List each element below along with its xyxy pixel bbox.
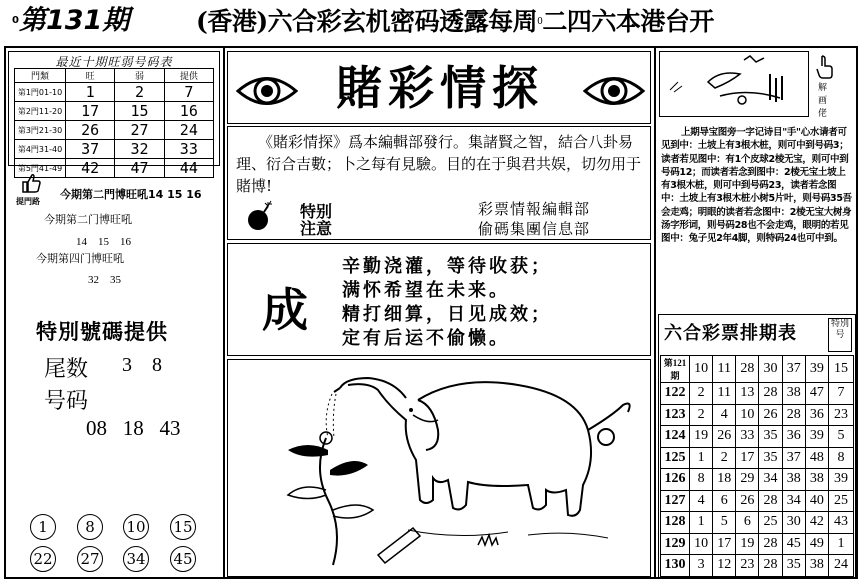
stats-cell: 37 (66, 140, 115, 159)
schedule-number: 48 (805, 447, 828, 469)
schedule-number: 10 (736, 404, 759, 426)
stats-header: 弱 (115, 69, 164, 83)
schedule-number: 28 (782, 404, 805, 426)
schedule-number: 17 (713, 533, 736, 555)
schedule-number: 10 (690, 533, 713, 555)
schedule-number: 35 (759, 447, 782, 469)
bomb-icon (244, 200, 274, 232)
schedule-number: 42 (805, 512, 828, 534)
schedule-special-number: 8 (829, 447, 854, 469)
stats-header: 旺 (66, 69, 115, 83)
issue-text: 第131期 (18, 5, 130, 36)
schedule-special-number: 39 (829, 469, 854, 491)
schedule-number: 38 (782, 469, 805, 491)
schedule-number: 26 (759, 404, 782, 426)
stats-cell: 27 (115, 121, 164, 140)
schedule-special-number: 25 (829, 490, 854, 512)
schedule-number: 30 (782, 512, 805, 534)
schedule-special-number: 23 (829, 404, 854, 426)
schedule-number: 30 (759, 356, 782, 383)
notice-label-1: 特别 (300, 202, 333, 221)
schedule-number: 36 (805, 404, 828, 426)
schedule-number: 18 (713, 469, 736, 491)
stats-cell: 24 (164, 121, 213, 140)
stats-row-label: 第5門41-49 (15, 159, 66, 178)
stats-header: 提供 (164, 69, 213, 83)
header-title-right: 二四六本港台开 (542, 7, 714, 36)
stats-cell: 47 (115, 159, 164, 178)
notice-label-2: 注意 (300, 219, 333, 238)
schedule-number: 26 (713, 426, 736, 448)
schedule-row (661, 469, 854, 491)
schedule-number: 34 (782, 490, 805, 512)
schedule-number: 40 (805, 490, 828, 512)
schedule-row (661, 447, 854, 469)
schedule-special-number: 24 (829, 555, 854, 577)
schedule-number: 33 (736, 426, 759, 448)
schedule-special-number: 43 (829, 512, 854, 534)
schedule-special-number: 1 (829, 533, 854, 555)
puzzle-picture (660, 52, 808, 116)
special-title: 特別號碼提供 (36, 320, 168, 344)
schedule-row (661, 426, 854, 448)
schedule-row (661, 404, 854, 426)
schedule-period: 123 (661, 404, 690, 426)
tip2-label: 今期第二门博旺吼 (44, 214, 132, 226)
schedule-number: 28 (759, 490, 782, 512)
tail-label: 尾数 (44, 357, 89, 382)
schedule-number: 49 (805, 533, 828, 555)
schedule-row (661, 555, 854, 577)
stats-title: 最近十期旺弱号码表 (55, 55, 173, 69)
stats-cell: 7 (164, 83, 213, 102)
schedule-number: 1 (690, 512, 713, 534)
schedule-row (661, 512, 854, 534)
schedule-number: 2 (690, 383, 713, 405)
schedule-number: 6 (713, 490, 736, 512)
schedule-number: 38 (805, 469, 828, 491)
schedule-number: 38 (782, 383, 805, 405)
poem-line: 精打细算，日见成效； (342, 304, 552, 325)
schedule-period: 124 (661, 426, 690, 448)
intro-text: 《賭彩情探》爲本編輯部發行。集諸賢之智，結合八卦易理、衍合吉數；卜之每有見驗。目的在于與君共娱，切勿用于賭博! (236, 133, 642, 195)
number-ball: 27 (77, 546, 103, 572)
schedule-number: 37 (782, 356, 805, 383)
schedule-number: 17 (736, 447, 759, 469)
schedule-special-header (828, 318, 852, 352)
number-ball: 1 (30, 514, 56, 540)
schedule-number: 1 (690, 447, 713, 469)
schedule-title: 六合彩票排期表 (664, 323, 797, 344)
stats-row-label: 第4門31-40 (15, 140, 66, 159)
stats-cell: 2 (115, 83, 164, 102)
header-title-sup: 0 (537, 17, 543, 27)
schedule-period: 122 (661, 383, 690, 405)
schedule-number: 2 (713, 447, 736, 469)
stats-cell: 17 (66, 102, 115, 121)
schedule-number: 11 (713, 356, 736, 383)
schedule-row (661, 356, 854, 383)
poem-line: 满怀希望在未来。 (342, 280, 510, 301)
eye-icon (583, 70, 645, 112)
tip3-nums: 32 35 (88, 274, 121, 286)
tip2-nums: 14 15 16 (76, 236, 131, 248)
schedule-number: 38 (805, 555, 828, 577)
stats-cell: 33 (164, 140, 213, 159)
big-char: 成 (262, 283, 308, 337)
stats-cell: 44 (164, 159, 213, 178)
schedule-number: 28 (759, 383, 782, 405)
explain-text: 上期导宝图旁一字记诗目"手"心水请者可见到中：土坡上有3根木桩，则可中到号码3；读者若见图中：有1个皮球2棱无宝，则可中到号码12；而读者若念到图中：2棱无宝土坡上有3根木桩，则可中到号码23，读者若念图中：土坡上有3根木桩小树5片叶，则号码35吾会走鸡；明眼的读者若念图中：2棱无宝大树身汤字形词，则号码28也不会走鸡，眼明的若见图中：兔子见2年4脚，则特码24也可中到。 (661, 127, 852, 245)
schedule-number: 37 (782, 447, 805, 469)
schedule-number: 36 (782, 426, 805, 448)
eye-icon (236, 70, 298, 112)
publisher-2: 偷碼集團信息部 (478, 220, 591, 238)
schedule-number: 28 (759, 533, 782, 555)
stats-cell: 1 (66, 83, 115, 102)
stats-cell: 42 (66, 159, 115, 178)
schedule-number: 45 (782, 533, 805, 555)
schedule-period: 128 (661, 512, 690, 534)
stats-row-label: 第3門21-30 (15, 121, 66, 140)
schedule-number: 8 (690, 469, 713, 491)
schedule-row (661, 533, 854, 555)
schedule-number: 47 (805, 383, 828, 405)
divider (223, 48, 225, 579)
number-ball: 34 (123, 546, 149, 572)
number-ball: 45 (170, 546, 196, 572)
schedule-number: 28 (759, 555, 782, 577)
publisher-1: 彩票情報編輯部 (478, 200, 591, 218)
schedule-number: 5 (713, 512, 736, 534)
schedule-special-label: 特別号 (830, 319, 849, 340)
schedule-number: 28 (736, 356, 759, 383)
schedule-number: 4 (690, 490, 713, 512)
stats-row-label: 第1門01-10 (15, 83, 66, 102)
schedule-period: 127 (661, 490, 690, 512)
schedule-number: 10 (690, 356, 713, 383)
thumbs-up-icon (20, 172, 42, 194)
schedule-number: 3 (690, 555, 713, 577)
schedule-number: 19 (690, 426, 713, 448)
tip-label: 提門路 (16, 197, 40, 206)
pointing-hand-icon (814, 54, 836, 80)
header-title-left: (香港)六合彩玄机密码透露每周 (196, 7, 538, 36)
schedule-number: 39 (805, 356, 828, 383)
schedule-row (661, 490, 854, 512)
issue-sup: 0 (12, 15, 19, 26)
schedule-table (660, 355, 854, 577)
schedule-number: 19 (736, 533, 759, 555)
page-title: 賭彩情探 (336, 61, 544, 115)
number-ball: 22 (30, 546, 56, 572)
schedule-number: 4 (713, 404, 736, 426)
schedule-period: 130 (661, 555, 690, 577)
schedule-period: 第121期 (661, 356, 690, 383)
issue-number (12, 4, 129, 38)
number-ball: 10 (123, 514, 149, 540)
number-ball: 15 (170, 514, 196, 540)
schedule-special-number: 5 (829, 426, 854, 448)
schedule-number: 2 (690, 404, 713, 426)
schedule-period: 126 (661, 469, 690, 491)
tip-line: 今期第二門博旺吼14 15 16 (60, 188, 202, 201)
stats-table (14, 68, 214, 178)
schedule-number: 26 (736, 490, 759, 512)
tip3-label: 今期第四门博旺吼 (36, 253, 124, 265)
schedule-number: 35 (782, 555, 805, 577)
header-title (196, 6, 714, 38)
schedule-period: 129 (661, 533, 690, 555)
schedule-number: 6 (736, 512, 759, 534)
stats-row-label: 第2門11-20 (15, 102, 66, 121)
schedule-period: 125 (661, 447, 690, 469)
poem-line: 定有后运不偷懒。 (342, 328, 510, 349)
schedule-number: 25 (759, 512, 782, 534)
schedule-number: 13 (736, 383, 759, 405)
stats-cell: 32 (115, 140, 164, 159)
explain-label: 解画佬 (818, 83, 828, 119)
schedule-number: 39 (805, 426, 828, 448)
num-values: 08 18 43 (86, 416, 181, 440)
stats-header: 門類 (15, 69, 66, 83)
schedule-special-number: 15 (829, 356, 854, 383)
poem-line: 辛勤浇灌，等待收获； (342, 256, 552, 277)
number-ball: 8 (77, 514, 103, 540)
num-label: 号码 (44, 389, 89, 414)
schedule-number: 35 (759, 426, 782, 448)
schedule-number: 23 (736, 555, 759, 577)
tail-nums: 3 8 (122, 354, 162, 376)
stats-cell: 26 (66, 121, 115, 140)
schedule-number: 34 (759, 469, 782, 491)
stats-cell: 15 (115, 102, 164, 121)
schedule-number: 29 (736, 469, 759, 491)
stats-cell: 16 (164, 102, 213, 121)
divider (654, 48, 656, 579)
schedule-number: 12 (713, 555, 736, 577)
schedule-number: 11 (713, 383, 736, 405)
schedule-special-number: 7 (829, 383, 854, 405)
elephant-illustration (228, 360, 650, 576)
schedule-row (661, 383, 854, 405)
